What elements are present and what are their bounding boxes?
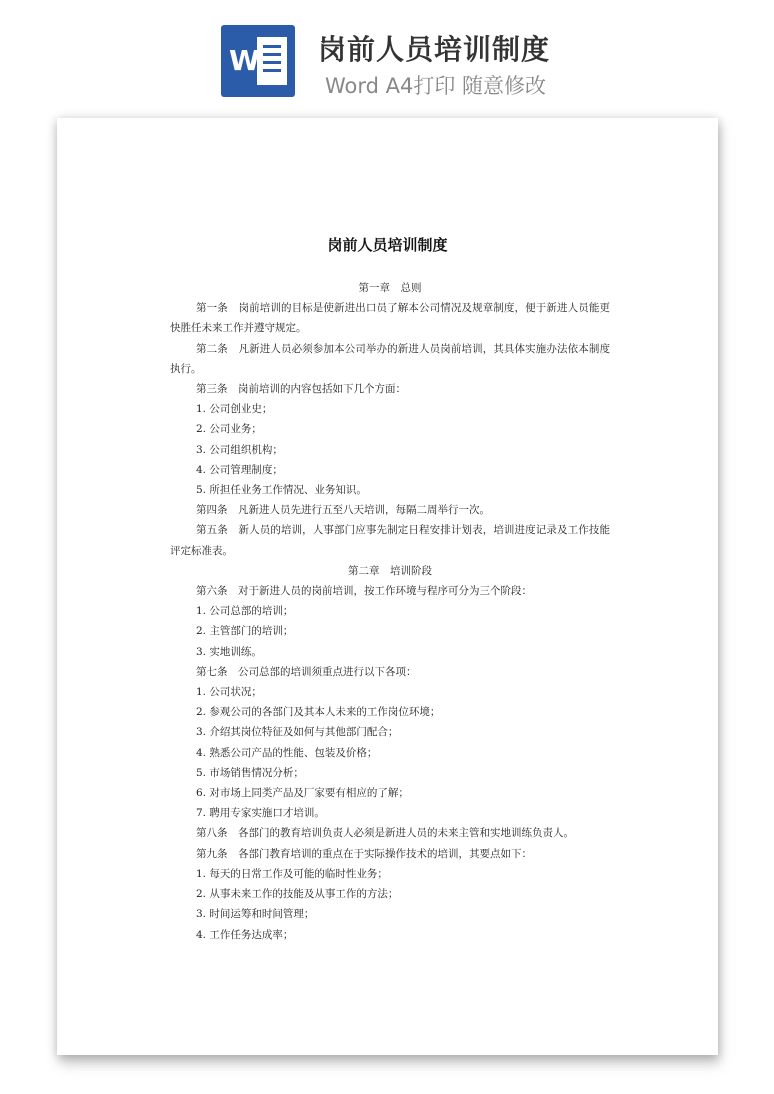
chapter-heading: 第一章 总则 (358, 282, 422, 294)
article-paragraph: 第一条 岗前培训的目标是使新进出口员了解本公司情况及规章制度，便于新进人员能更快胜任未来工作并遵守规定。 (170, 302, 610, 335)
list-item: 4. 工作任务达成率； (196, 928, 294, 941)
article-paragraph: 第九条 各部门教育培训的重点在于实际操作技术的培训，其要点如下： (196, 847, 532, 860)
article-paragraph: 第二条 凡新进人员必须参加本公司举办的新进人员岗前培训，其具体实施办法依本制度执行。 (170, 342, 610, 375)
word-logo-line (263, 69, 281, 72)
list-item: 4. 公司管理制度； (196, 463, 283, 476)
list-item: 1. 公司状况； (196, 686, 262, 699)
list-item: 4. 熟悉公司产品的性能、包装及价格； (196, 746, 378, 759)
document-page (57, 118, 718, 1055)
list-item: 1. 每天的日常工作及可能的临时性业务； (196, 867, 388, 880)
article-paragraph: 第四条 凡新进人员先进行五至八天培训，每隔二周举行一次。 (196, 504, 490, 517)
list-item: 7. 聘用专家实施口才培训。 (196, 807, 325, 820)
word-logo-icon (221, 25, 295, 97)
article-paragraph: 第五条 新人员的培训，人事部门应事先制定日程安排计划表，培训进度记录及工作技能评定标准表。 (170, 524, 610, 557)
list-item: 2. 参观公司的各部门及其本人未来的工作岗位环境； (196, 706, 441, 719)
word-logo-line (263, 45, 281, 48)
list-item: 5. 所担任业务工作情况、业务知识。 (196, 484, 367, 497)
list-item: 6. 对市场上同类产品及厂家要有相应的了解； (196, 787, 409, 800)
list-item: 3. 实地训练。 (196, 645, 262, 658)
document-title: 岗前人员培训制度 (327, 236, 448, 254)
header-banner (0, 0, 774, 110)
article-paragraph: 第六条 对于新进人员的岗前培训，按工作环境与程序可分为三个阶段： (196, 585, 532, 598)
article-paragraph: 第七条 公司总部的培训须重点进行以下各项： (196, 665, 417, 678)
list-item: 1. 公司创业史； (196, 403, 273, 416)
article-paragraph: 第三条 岗前培训的内容包括如下几个方面： (196, 383, 406, 396)
list-item: 3. 公司组织机构； (196, 443, 283, 456)
list-item: 1. 公司总部的培训； (196, 605, 294, 618)
list-item: 2. 公司业务； (196, 423, 262, 436)
list-item: 5. 市场销售情况分析； (196, 766, 304, 779)
word-logo-line (263, 53, 281, 56)
list-item: 2. 主管部门的培训； (196, 625, 294, 638)
word-logo-line (263, 61, 281, 64)
header-title: 岗前人员培训制度 (318, 33, 551, 66)
header-subtitle: Word A4打印 随意修改 (325, 74, 547, 98)
list-item: 2. 从事未来工作的技能及从事工作的方法； (196, 888, 399, 901)
article-paragraph: 第八条 各部门的教育培训负责人必须是新进人员的未来主管和实地训练负责人。 (196, 827, 574, 840)
list-item: 3. 介绍其岗位特征及如何与其他部门配合； (196, 726, 399, 739)
chapter-heading: 第二章 培训阶段 (348, 564, 432, 577)
word-logo-letter: W (229, 44, 260, 77)
document-body (170, 278, 610, 945)
list-item: 3. 时间运筹和时间管理； (196, 908, 315, 921)
